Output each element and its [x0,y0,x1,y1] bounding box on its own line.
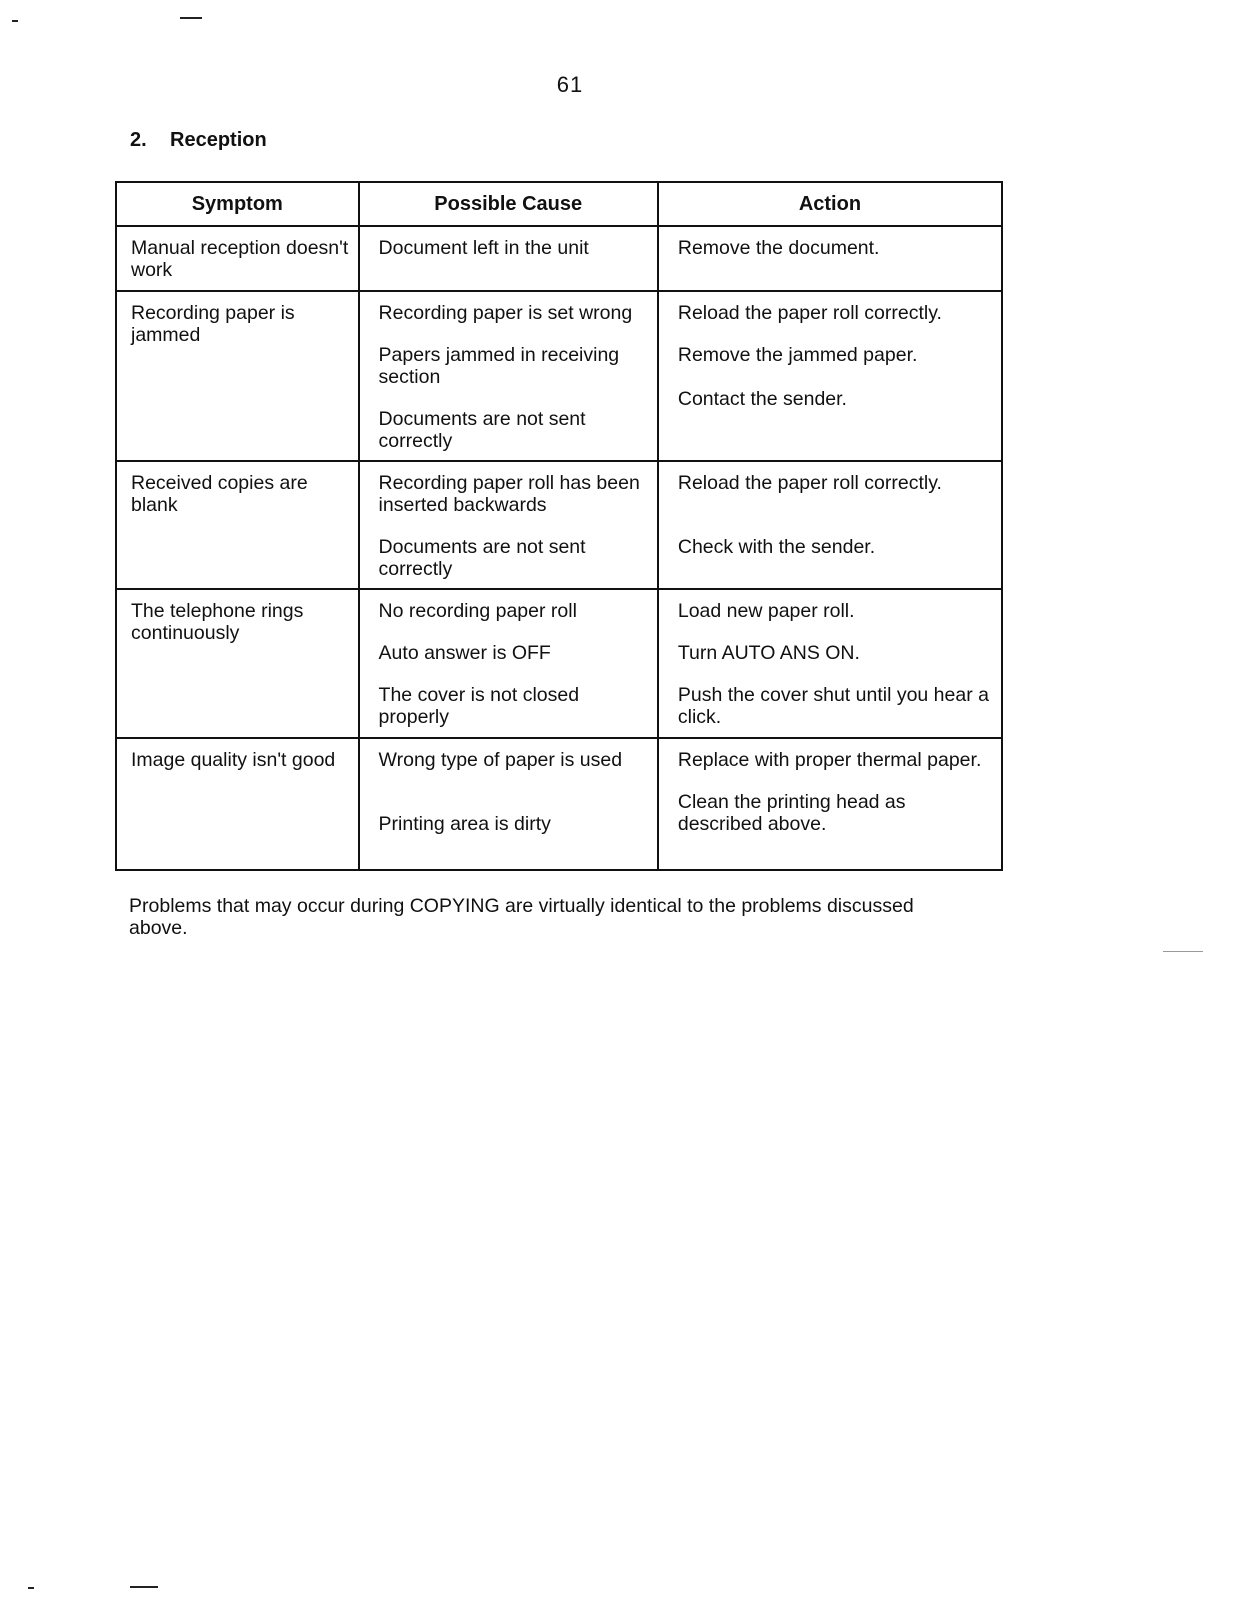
footer-note: Problems that may occur during COPYING are virtually identical to the problems discussed above. [129,895,914,939]
cause-cell [359,589,658,738]
cause-entry: Recording paper is set wrong [378,302,633,324]
section-title: Reception [170,129,267,151]
symptom-cell: Received copies are blank [116,461,359,589]
cause-entry: Wrong type of paper is used [378,749,623,771]
cause-entry: Papers jammed in receiving section [378,344,620,388]
header-action: Action [658,182,1002,226]
cause-cell [359,738,658,870]
scan-mark-right [1163,951,1203,952]
scan-mark-bottom [130,1586,158,1588]
symptom-cell: Recording paper is jammed [116,291,359,461]
symptom-cell: Manual reception doesn't work [116,226,359,291]
scan-mark-top-small [12,20,18,22]
table-row [116,461,1002,589]
table-row [116,291,1002,461]
action-entry: Load new paper roll. [677,600,855,622]
cause-cell [359,461,658,589]
action-cell [658,291,1002,461]
header-symptom: Symptom [116,182,359,226]
action-entry: Remove the jammed paper. [677,344,918,366]
action-cell [658,226,1002,291]
action-entry: Remove the document. [677,237,880,259]
action-entry: Push the cover shut until you hear a click. [677,684,989,728]
action-entry: Check with the sender. [677,536,876,558]
symptom-cell: The telephone rings continuously [116,589,359,738]
header-possible-cause: Possible Cause [359,182,658,226]
scan-mark-bottom-small [28,1587,34,1589]
section-number: 2. [130,129,147,151]
cause-entry: Document left in the unit [378,237,589,259]
cause-entry: Auto answer is OFF [378,642,551,664]
troubleshooting-table [115,181,1003,871]
table-header-row [116,182,1002,226]
cause-entry: Documents are not sent correctly [378,408,586,452]
cause-entry: The cover is not closed properly [378,684,580,728]
action-entry: Contact the sender. [677,388,847,410]
table-row [116,738,1002,870]
table-row [116,589,1002,738]
cause-cell [359,291,658,461]
action-entry: Reload the paper roll correctly. [677,302,942,324]
cause-entry: Documents are not sent correctly [378,536,586,580]
section-heading [130,129,267,152]
action-entry: Turn AUTO ANS ON. [677,642,860,664]
page-number: 61 [556,72,584,97]
symptom-cell: Image quality isn't good [116,738,359,870]
action-entry: Reload the paper roll correctly. [677,472,942,494]
action-entry: Replace with proper thermal paper. [677,749,982,771]
action-cell [658,738,1002,870]
cause-cell [359,226,658,291]
action-cell [658,461,1002,589]
scan-mark-top [180,17,202,19]
table-row [116,226,1002,291]
cause-entry: No recording paper roll [378,600,577,622]
action-entry: Clean the printing head as described above. [677,791,906,835]
action-cell [658,589,1002,738]
cause-entry: Printing area is dirty [378,813,551,835]
cause-entry: Recording paper roll has been inserted backwards [378,472,640,516]
